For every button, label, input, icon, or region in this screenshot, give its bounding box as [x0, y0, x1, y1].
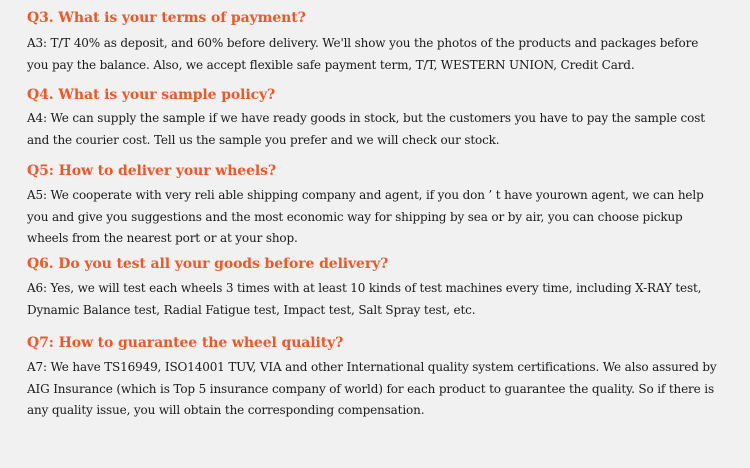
faq-answer-a3: A3: T/T 40% as deposit, and 60% before delivery. We'll show you the photos of the products and packages before you pay the balance. Also, we accept flexible safe payment term, T/T, WESTERN UNION, Credit Card. [27, 36, 699, 72]
faq-question-q5: Q5: How to deliver your wheels? [27, 163, 277, 179]
faq-answer-a6: A6: Yes, we will test each wheels 3 times with at least 10 kinds of test machines every time, including X-RAY test, Dynamic Balance test, Radial Fatigue test, Impact test, Salt Spray test, etc. [27, 281, 702, 317]
faq-answer-a7: A7: We have TS16949, ISO14001 TUV, VIA and other International quality system certifications. We also assured by AIG Insurance (which is Top 5 insurance company of world) for each product to guarantee the quality. So if there is any quality issue, you will obtain the corresponding compensation. [27, 360, 717, 417]
faq-answer-a5: A5: We cooperate with very reli able shipping company and agent, if you don ’ t have yourown agent, we can help you and give you suggestions and the most economic way for shipping by sea or by air, you can choose pickup wheels from the nearest port or at your shop. [27, 188, 704, 245]
faq-question-q4: Q4. What is your sample policy? [27, 87, 276, 103]
faq-answer-a4: A4: We can supply the sample if we have ready goods in stock, but the customers you have to pay the sample cost and the courier cost. Tell us the sample you prefer and we will check our stock. [27, 111, 705, 147]
faq-question-q7: Q7: How to guarantee the wheel quality? [27, 335, 344, 351]
faq-question-q6: Q6. Do you test all your goods before delivery? [27, 256, 389, 272]
faq-question-q3: Q3. What is your terms of payment? [27, 10, 306, 26]
